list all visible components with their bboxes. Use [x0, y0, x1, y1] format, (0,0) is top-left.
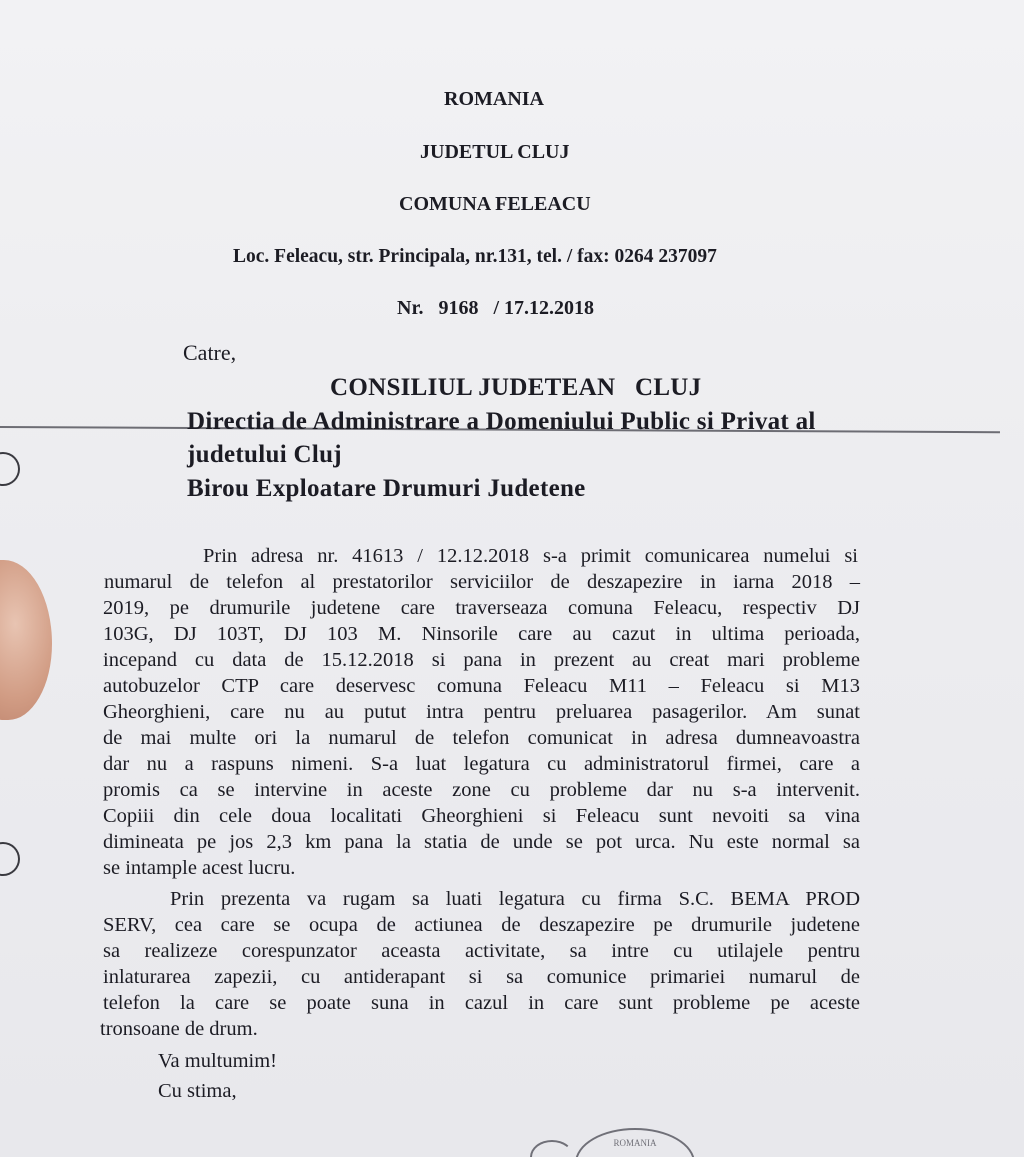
body-line: tronsoane de drum. — [100, 1018, 258, 1040]
body-line: autobuzelor CTP care deservesc comuna Feleacu M11 – Feleacu si M13 — [103, 675, 860, 697]
body-line: dar nu a raspuns nimeni. S-a luat legatura cu administratorul firmei, care a — [103, 753, 860, 775]
body-line: Copiii din cele doua localitati Gheorghieni si Feleacu sunt nevoiti sa vina — [103, 805, 860, 827]
recipient-directorate-cont: judetului Cluj — [187, 441, 342, 468]
punch-hole-icon — [0, 842, 20, 876]
body-line: se intample acest lucru. — [103, 857, 296, 879]
body-line: SERV, cea care se ocupa de actiunea de deszapezire pe drumurile judetene — [103, 914, 860, 936]
body-line: sa realizeze corespunzator aceasta activitate, sa intre cu utilajele pentru — [103, 940, 860, 962]
header-address: Loc. Feleacu, str. Principala, nr.131, tel. / fax: 0264 237097 — [233, 246, 717, 267]
stamp-edge — [530, 1140, 574, 1157]
body-line: 2019, pe drumurile judetene care traverseaza comuna Feleacu, respectiv DJ — [103, 597, 860, 619]
official-stamp — [575, 1128, 695, 1157]
header-country: ROMANIA — [444, 88, 544, 110]
body-line: telefon la care se poate suna in cazul in care sunt probleme pe aceste — [103, 992, 860, 1014]
body-line: promis ca se intervine in aceste zone cu probleme dar nu s-a intervenit. — [103, 779, 860, 801]
body-line: Gheorghieni, care nu au putut intra pentru preluarea pasagerilor. Am sunat — [103, 701, 860, 723]
punch-hole-icon — [0, 452, 20, 486]
salutation: Catre, — [183, 340, 237, 365]
recipient-office: Birou Exploatare Drumuri Judetene — [187, 475, 586, 502]
body-line: dimineata pe jos 2,3 km pana la statia de unde se pot urca. Nu este normal sa — [103, 831, 860, 853]
body-line: Prin prezenta va rugam sa luati legatura cu firma S.C. BEMA PROD — [170, 888, 860, 910]
header-commune: COMUNA FELEACU — [399, 193, 591, 215]
recipient-council: CONSILIUL JUDETEAN CLUJ — [330, 374, 702, 401]
thumb — [0, 560, 52, 720]
recipient-directorate: Directia de Administrare a Domeniului Public si Privat al — [187, 408, 816, 435]
stamp-text: ROMANIA — [613, 1138, 657, 1148]
closing-thanks: Va multumim! — [158, 1050, 278, 1072]
body-line: Prin adresa nr. 41613 / 12.12.2018 s-a primit comunicarea numelui si — [203, 545, 858, 567]
body-line: numarul de telefon al prestatorilor serviciilor de deszapezire in iarna 2018 – — [104, 571, 860, 593]
document-number: Nr. 9168 / 17.12.2018 — [397, 297, 595, 319]
body-line: 103G, DJ 103T, DJ 103 M. Ninsorile care au cazut in ultima perioada, — [103, 623, 860, 645]
header-county: JUDETUL CLUJ — [420, 141, 570, 163]
closing-regards: Cu stima, — [158, 1080, 237, 1102]
body-line: inlaturarea zapezii, cu antiderapant si sa comunice primariei numarul de — [103, 966, 860, 988]
body-line: de mai multe ori la numarul de telefon comunicat in adresa dumneavoastra — [103, 727, 860, 749]
body-line: incepand cu data de 15.12.2018 si pana in prezent au creat mari probleme — [103, 649, 860, 671]
